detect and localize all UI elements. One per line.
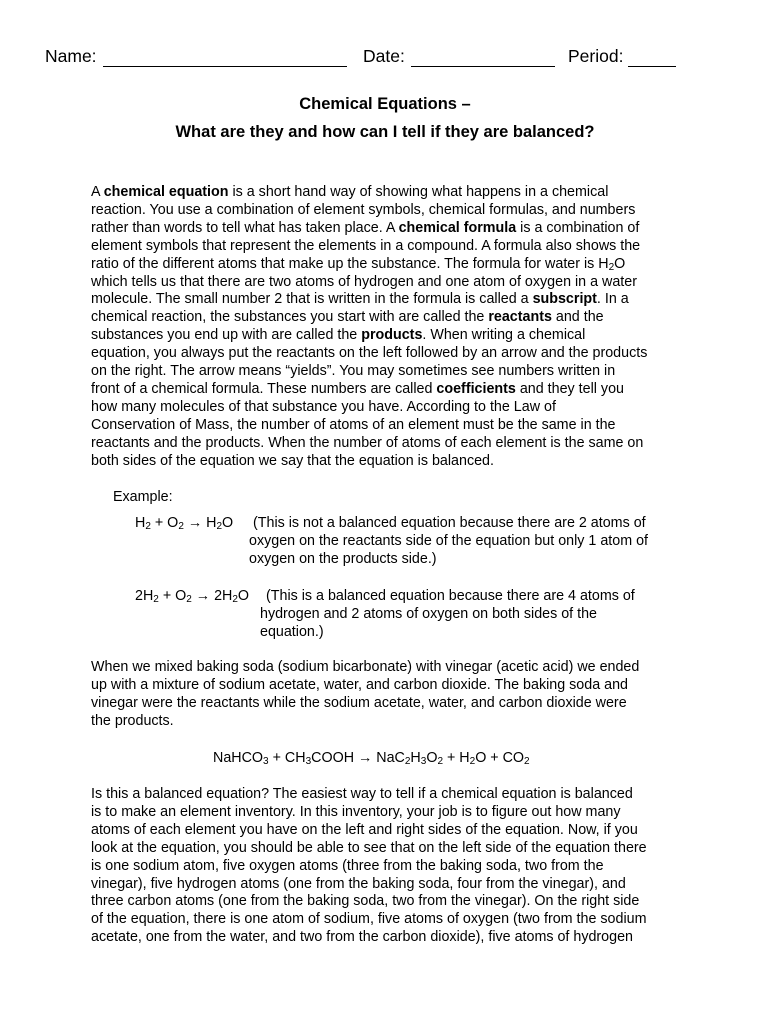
- page-title: Chemical Equations –: [299, 95, 471, 113]
- paragraph-line: atoms of each element you have on the left and right sides of the equation. Now, if you: [91, 821, 638, 838]
- example-label: Example:: [113, 489, 173, 505]
- paragraph-line: three carbon atoms (one from the baking soda, two from the vinegar). On the right side: [91, 893, 640, 910]
- text-run: both sides of the equation we say that the equation is balanced.: [91, 452, 494, 469]
- formula-text: O + CO: [475, 750, 525, 766]
- paragraph-line: up with a mixture of sodium acetate, water, and carbon dioxide. The baking soda and: [91, 676, 628, 693]
- text-run: on the right. The arrow means “yields”. You may sometimes see numbers written in: [91, 363, 616, 380]
- text-run: . In a: [596, 291, 629, 308]
- text-run: equation, you always put the reactants on the left followed by an arrow and the products: [91, 345, 648, 362]
- key-term: reactants: [488, 309, 552, 326]
- key-term: chemical formula: [398, 219, 517, 236]
- text-run: ratio of the different atoms that make up the substance. The formula for water is H: [91, 255, 609, 272]
- formula-text: 2H: [135, 588, 154, 604]
- paragraph-line: [91, 453, 691, 471]
- formula-text: + CH: [268, 750, 306, 766]
- formula-text: O: [426, 750, 438, 766]
- example-equation-2-explanation-line-2: hydrogen and 2 atoms of oxygen on both sides of the: [260, 606, 598, 622]
- subscript: 2: [145, 521, 151, 532]
- name-label: Name:: [45, 46, 97, 66]
- example-equation-1: [135, 515, 233, 533]
- text-run: . When writing a chemical: [422, 327, 586, 344]
- paragraph-line: Is this a balanced equation? The easiest way to tell if a chemical equation is balanced: [91, 786, 633, 802]
- paragraph-line: look at the equation, you should be able to see that on the left side of the equation there: [91, 839, 647, 856]
- text-run: element symbols that represent the elements in a compound. A formula also shows the: [91, 237, 641, 254]
- paragraph-line: [91, 202, 691, 220]
- text-run: reactants and the products. When the number of atoms of each element is the same on: [91, 434, 644, 451]
- paragraph-line: [91, 291, 691, 309]
- paragraph-line: [91, 274, 691, 292]
- formula-text: NaHCO: [213, 750, 264, 766]
- example-equation-1-explanation-line-1: (This is not a balanced equation because there are 2 atoms of: [253, 515, 646, 531]
- text-run: how many molecules of that substance you have. According to the Law of: [91, 398, 556, 415]
- element-inventory-paragraph: [91, 786, 691, 947]
- formula-text: → H: [183, 515, 217, 531]
- example-equation-1-explanation-line-3: oxygen on the products side.): [249, 551, 437, 567]
- text-run: chemical reaction, the substances you start with are called the: [91, 309, 489, 326]
- key-term: subscript: [532, 291, 597, 308]
- period-label: Period:: [568, 46, 624, 66]
- key-term: products: [361, 327, 423, 344]
- paragraph-line: is to make an element inventory. In this inventory, your job is to figure out how many: [91, 803, 621, 820]
- text-run: substances you end up with are called the: [91, 327, 362, 344]
- subscript: 2: [608, 261, 615, 273]
- subscript: 2: [404, 756, 411, 767]
- text-run: A: [91, 184, 104, 200]
- text-run: rather than words to tell what has taken place. A: [91, 219, 399, 236]
- example-equation-1-explanation-line-2: oxygen on the reactants side of the equation but only 1 atom of: [249, 533, 648, 549]
- formula-text: + H: [443, 750, 470, 766]
- paragraph-line: vinegar were the reactants while the sodium acetate, water, and carbon dioxide were: [91, 694, 627, 711]
- formula-text: → 2H: [191, 588, 233, 604]
- key-term: coefficients: [436, 380, 516, 397]
- text-run: reaction. You use a combination of element symbols, chemical formulas, and numbers: [91, 201, 636, 218]
- subscript: 2: [153, 594, 159, 605]
- paragraph-line: [91, 363, 691, 381]
- formula-text: H: [135, 515, 146, 531]
- formula-text: H: [410, 750, 421, 766]
- period-blank-line: [628, 66, 676, 67]
- paragraph-line: acetate, one from the water, and two from the carbon dioxide), five atoms of hydrogen: [91, 929, 633, 946]
- text-run: is a combination of: [516, 219, 640, 236]
- paragraph-line: the products.: [91, 712, 174, 729]
- text-run: front of a chemical formula. These numbers are called: [91, 380, 437, 397]
- subscript: 2: [437, 756, 443, 767]
- paragraph-line: is one sodium atom, five oxygen atoms (three from the baking soda, two from the: [91, 857, 604, 874]
- text-run: and they tell you: [515, 380, 624, 397]
- subscript: 2: [186, 594, 192, 605]
- text-run: O: [614, 255, 626, 272]
- paragraph-line: [91, 399, 691, 417]
- example-equation-2: [135, 588, 249, 606]
- paragraph-line: [91, 327, 691, 345]
- paragraph-line: [91, 417, 691, 435]
- subscript: 2: [216, 521, 223, 532]
- text-run: Conservation of Mass, the number of atoms of an element must be the same in the: [91, 416, 616, 433]
- paragraph-line: [91, 184, 691, 202]
- subscript: 2: [178, 521, 184, 532]
- intro-paragraph: [91, 184, 691, 471]
- formula-text: + O: [150, 515, 179, 531]
- name-blank-line: [103, 66, 347, 67]
- baking-soda-paragraph: [91, 659, 691, 731]
- text-run: and the: [551, 309, 604, 326]
- key-term: chemical equation: [103, 184, 229, 200]
- paragraph-line: [91, 256, 691, 274]
- date-label: Date:: [363, 46, 405, 66]
- subscript: 3: [420, 756, 427, 767]
- formula-text: COOH → NaC: [311, 750, 405, 766]
- baking-soda-reaction-equation: [213, 750, 530, 768]
- paragraph-line: [91, 220, 691, 238]
- paragraph-line: When we mixed baking soda (sodium bicarbonate) with vinegar (acetic acid) we ended: [91, 659, 640, 675]
- paragraph-line: [91, 381, 691, 399]
- formula-text: O: [222, 515, 234, 531]
- paragraph-line: [91, 345, 691, 363]
- text-run: is a short hand way of showing what happens in a chemical: [228, 184, 609, 200]
- formula-text: O: [237, 588, 250, 604]
- subscript: 2: [524, 756, 530, 767]
- text-run: molecule. The small number 2 that is written in the formula is called a: [91, 291, 533, 308]
- text-run: which tells us that there are two atoms of hydrogen and one atom of oxygen in a water: [91, 273, 637, 290]
- subscript: 2: [469, 756, 476, 767]
- formula-text: + O: [158, 588, 187, 604]
- paragraph-line: of the equation, there is one atom of sodium, five atoms of oxygen (two from the sodium: [91, 911, 647, 928]
- paragraph-line: [91, 435, 691, 453]
- paragraph-line: [91, 309, 691, 327]
- subscript: 2: [232, 594, 238, 605]
- date-blank-line: [411, 66, 555, 67]
- student-info-header: [45, 46, 685, 70]
- page-subtitle: What are they and how can I tell if they are balanced?: [175, 123, 595, 141]
- paragraph-line: [91, 238, 691, 256]
- subscript: 3: [263, 756, 269, 767]
- example-equation-2-explanation-line-1: (This is a balanced equation because there are 4 atoms of: [266, 588, 635, 604]
- subscript: 3: [305, 756, 312, 767]
- paragraph-line: vinegar), five hydrogen atoms (one from the baking soda, four from the vinegar), and: [91, 875, 626, 892]
- example-equation-2-explanation-line-3: equation.): [260, 624, 324, 640]
